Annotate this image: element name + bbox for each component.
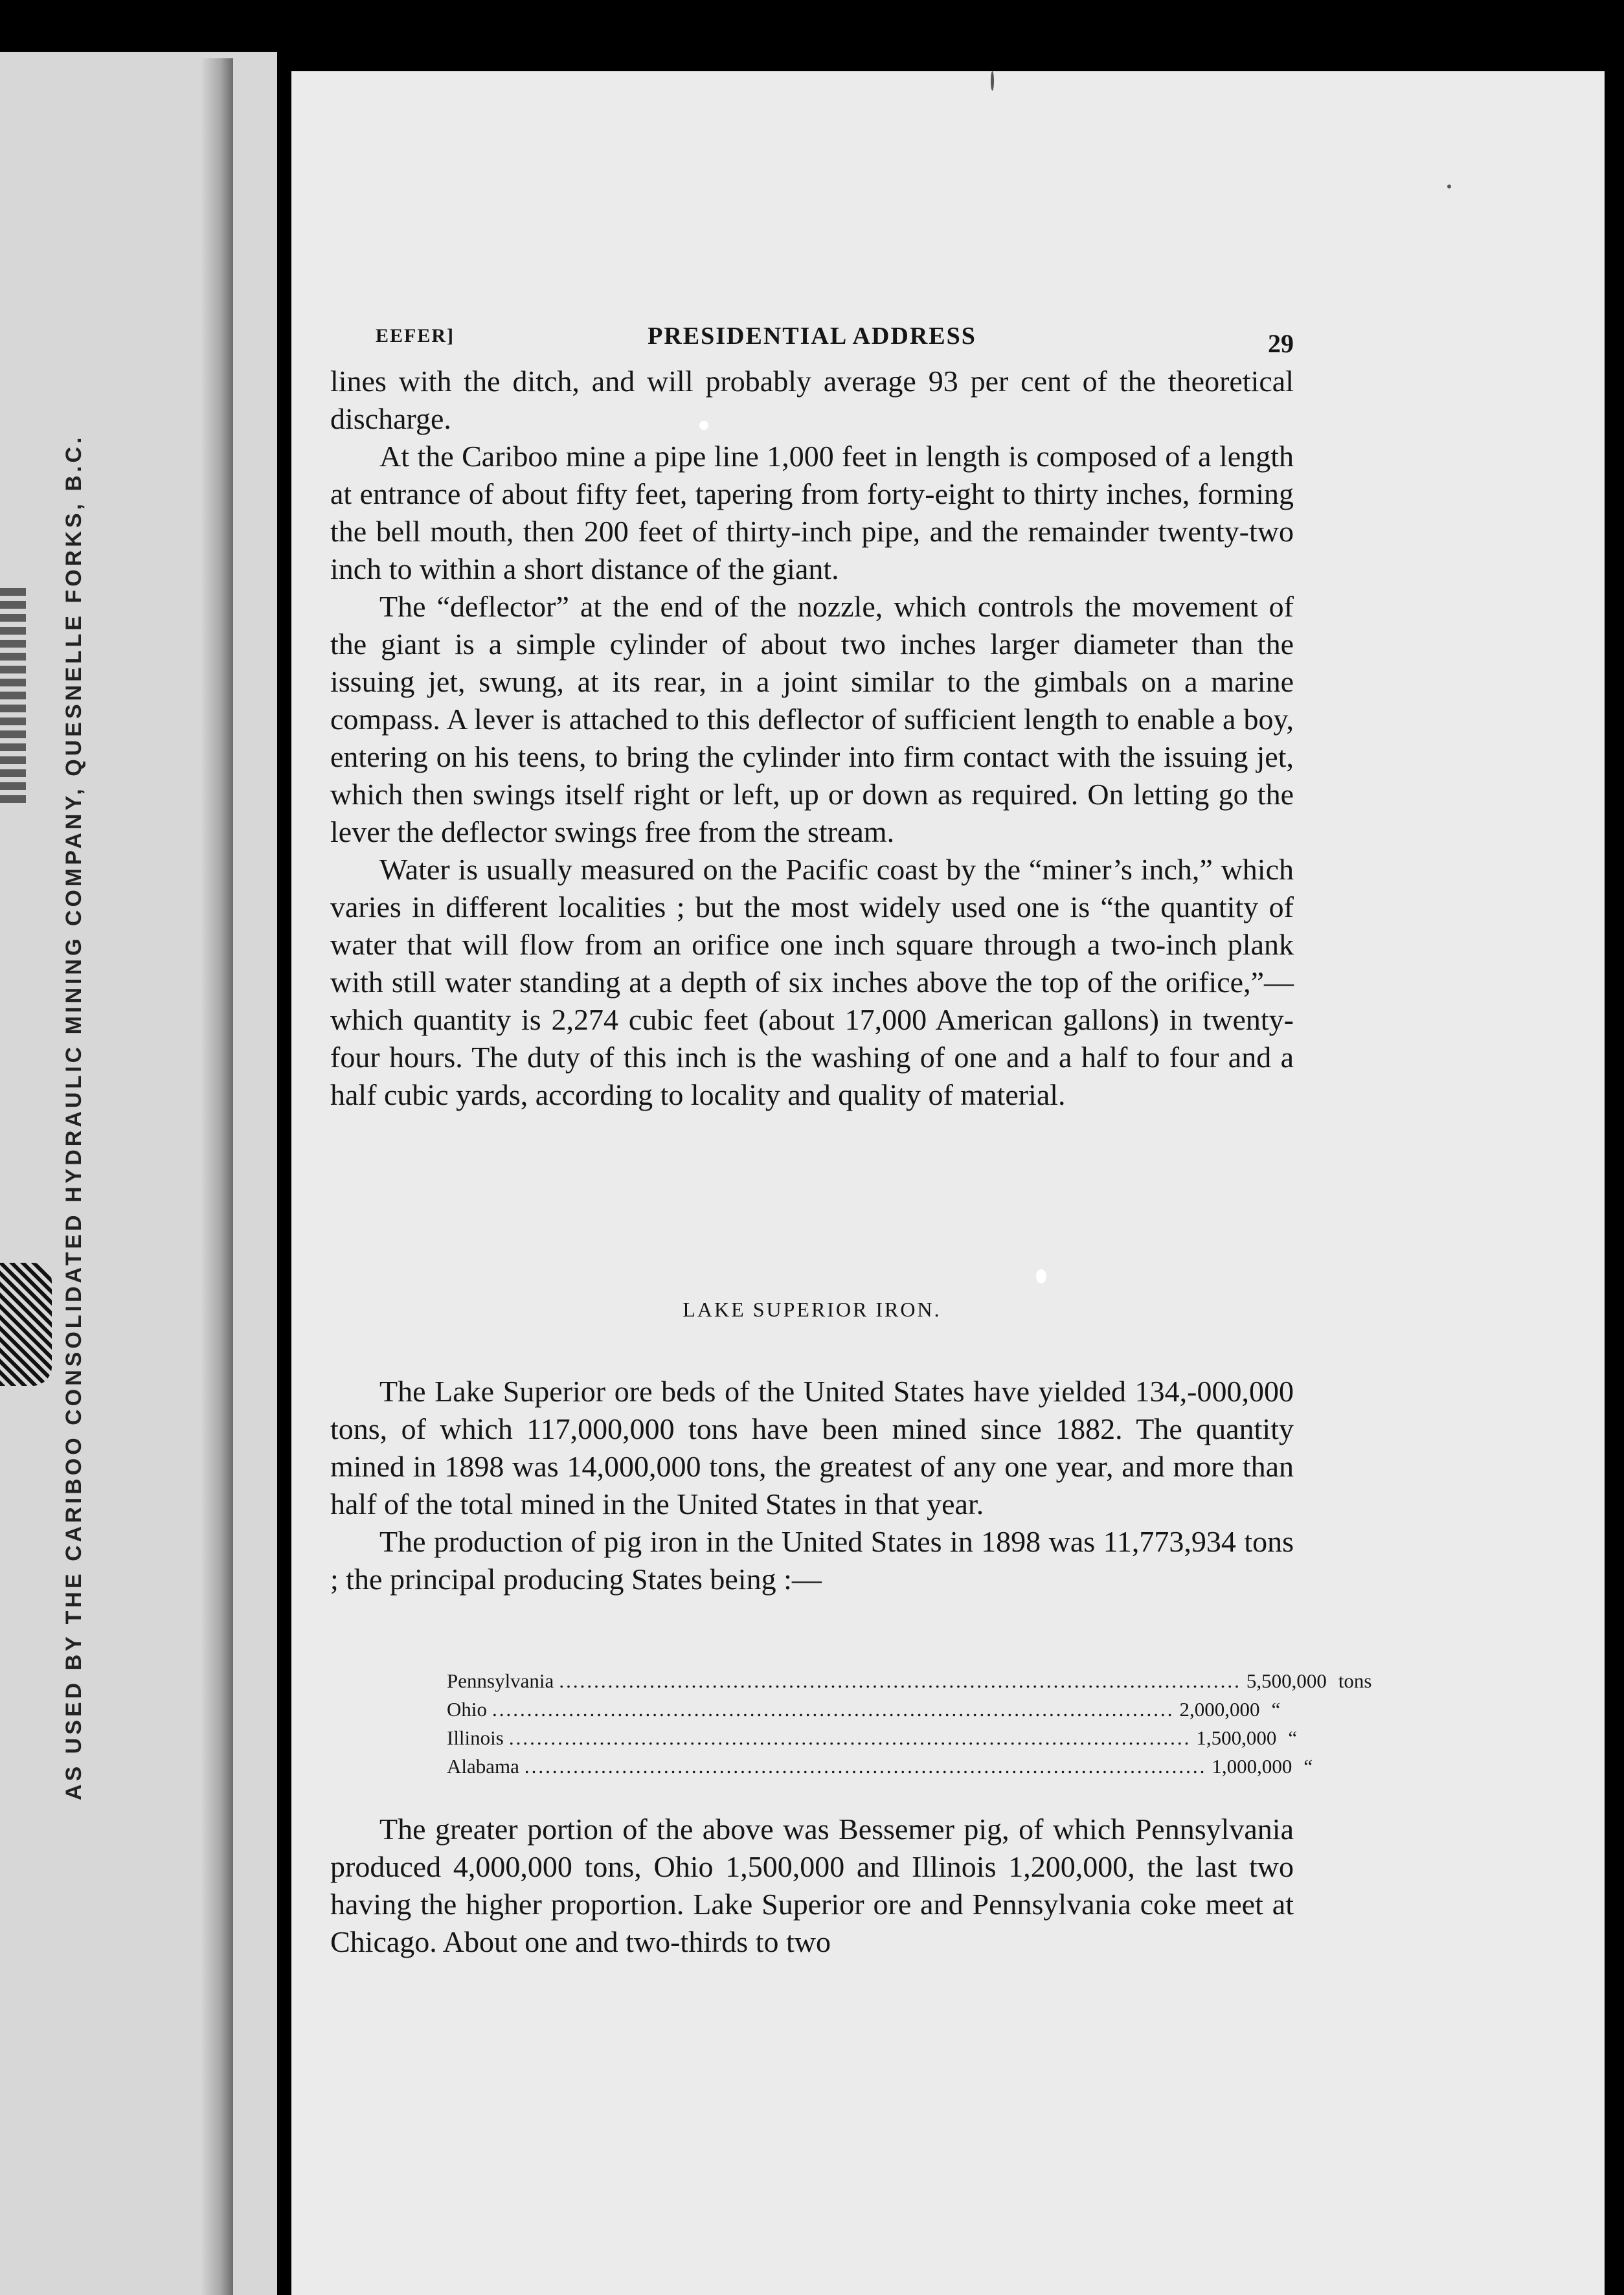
table-row <box>447 1695 1281 1724</box>
production-quantity: 5,500,000 <box>1246 1669 1327 1692</box>
paragraph: lines with the ditch, and will probably average 93 per cent of the theoretical discharge. <box>330 365 1294 435</box>
facing-page-illustration-fragment <box>0 1263 52 1386</box>
paper-speck <box>991 71 994 91</box>
section-heading: LAKE SUPERIOR IRON. <box>682 1298 942 1321</box>
production-unit: tons <box>1338 1669 1372 1692</box>
production-quantity: 2,000,000 <box>1179 1698 1260 1721</box>
paper-speck <box>1447 185 1451 188</box>
dot-leader: .................................................................................................. <box>492 1698 1175 1721</box>
state-name: Illinois <box>447 1726 504 1749</box>
paper-speck <box>699 421 708 430</box>
facing-page-caption: AS USED BY THE CARIBOO CONSOLIDATED HYDRAULIC MINING COMPANY, QUESNELLE FORKS, B.C. <box>62 434 86 1800</box>
paragraph: The Lake Superior ore beds of the United States have yielded 134,-000,000 tons, of which 117,000,000 tons have been mined since 1882. The quantity mined in 1898 was 14,000,000 tons, the greatest of any one year, and more than half of the total mined in the United States in that year. <box>330 1375 1294 1521</box>
state-name: Ohio <box>447 1698 487 1721</box>
pig-iron-production-table <box>447 1667 1372 1781</box>
running-head <box>330 317 1294 356</box>
book-gutter-shadow <box>201 58 233 2295</box>
production-unit: “ <box>1288 1726 1298 1749</box>
body-text-bottom <box>330 1811 1294 1961</box>
dot-leader: .................................................................................................. <box>559 1669 1241 1692</box>
production-unit: “ <box>1303 1755 1313 1778</box>
facing-page <box>0 52 277 2295</box>
table-row <box>447 1752 1313 1781</box>
paragraph: The production of pig iron in the United States in 1898 was 11,773,934 tons ; the principal producing States being :— <box>330 1525 1294 1596</box>
paragraph: The “deflector” at the end of the nozzle, which controls the movement of the giant is a simple cylinder of about two inches larger diameter than the issuing jet, swung, at its rear, in a joint similar to the gimbals on a marine compass. A lever is attached to this deflector of sufficient length to enable a boy, entering on his teens, to bring the cylinder into firm contact with the issuing jet, which then swings itself right or left, up or down as required. On letting go the lever the deflector swings free from the stream. <box>330 590 1294 848</box>
dot-leader: .................................................................................................. <box>508 1726 1191 1749</box>
production-quantity: 1,000,000 <box>1212 1755 1292 1778</box>
paragraph: At the Cariboo mine a pipe line 1,000 feet in length is composed of a length at entrance of about fifty feet, tapering from forty-eight to thirty inches, forming the bell mouth, then 200 feet of thirty-inch pipe, and the remainder twenty-two inch to within a short distance of the giant. <box>330 440 1294 585</box>
production-unit: “ <box>1271 1698 1281 1721</box>
running-head-author: EEFER] <box>376 325 455 346</box>
state-name: Pennsylvania <box>447 1669 554 1692</box>
production-quantity: 1,500,000 <box>1196 1726 1277 1749</box>
running-head-title: PRESIDENTIAL ADDRESS <box>648 322 976 350</box>
paragraph: Water is usually measured on the Pacific coast by the “miner’s inch,” which varies in different localities ; but the most widely used one is “the quantity of water that will flow from an orifice one inch square through a two-inch plank with still water standing at a depth of six inches above the top of the orifice,”—which quantity is 2,274 cubic feet (about 17,000 American gallons) in twenty-four hours. The duty of this inch is the washing of one and a half to four and a half cubic yards, according to locality and quality of material. <box>330 853 1294 1111</box>
table-row <box>447 1724 1298 1752</box>
body-text-middle <box>330 1373 1294 1598</box>
page-number: 29 <box>1268 329 1294 358</box>
state-name: Alabama <box>447 1755 519 1778</box>
paragraph: The greater portion of the above was Bessemer pig, of which Pennsylvania produced 4,000,000 tons, Ohio 1,500,000 and Illinois 1,200,000, the last two having the higher proportion. Lake Superior ore and Pennsylvania coke meet at Chicago. About one and two-thirds to two <box>330 1813 1294 1958</box>
table-row <box>447 1667 1372 1695</box>
dot-leader: .................................................................................................. <box>524 1755 1207 1778</box>
paper-speck <box>1036 1269 1046 1283</box>
cropped-facing-text <box>0 583 26 803</box>
body-text-top <box>330 363 1294 1114</box>
